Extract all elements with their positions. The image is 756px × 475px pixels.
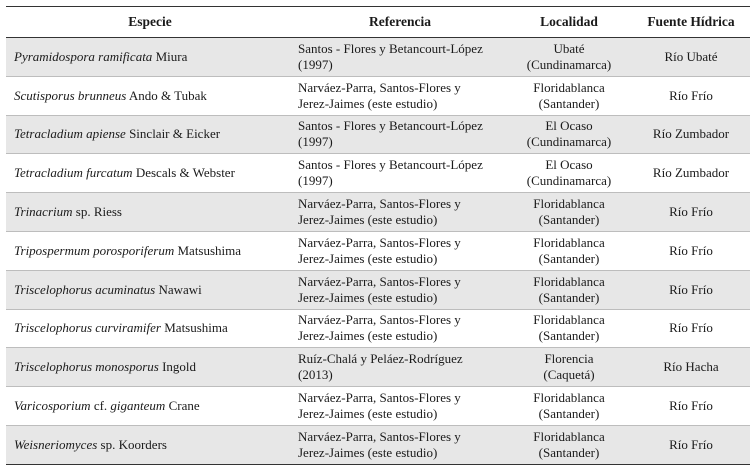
species-name: Triscelophorus curviramifer <box>14 320 161 336</box>
cell-fuente-hidrica: Río Frío <box>669 204 713 220</box>
cell-fuente-hidrica: Río Hacha <box>663 359 719 375</box>
locality-line-2: (Santander) <box>538 212 600 228</box>
cell-especie <box>6 270 294 309</box>
species-author: Matsushima <box>160 320 228 336</box>
cell-fuente-hidrica: Río Frío <box>669 436 713 452</box>
cell-especie <box>6 115 294 154</box>
table-row <box>6 348 750 387</box>
cell-referencia <box>294 115 506 154</box>
table-row <box>6 193 750 232</box>
reference-line-2: Jerez-Jaimes (este estudio) <box>298 328 438 344</box>
species-name: Triscelophorus monosporus <box>14 359 159 375</box>
cell-especie <box>6 193 294 232</box>
reference-line-1: Santos - Flores y Betancourt-López <box>298 40 483 56</box>
header-especie: Especie <box>128 14 172 29</box>
cell-referencia <box>294 425 506 464</box>
cell-localidad <box>506 231 632 270</box>
cell-localidad <box>506 348 632 387</box>
reference-line-2: Jerez-Jaimes (este estudio) <box>298 444 438 460</box>
header-referencia: Referencia <box>369 14 431 29</box>
cell-fuente-hidrica: Río Frío <box>669 242 713 258</box>
cell-referencia <box>294 348 506 387</box>
cell-especie <box>6 348 294 387</box>
locality-line-1: Floridablanca <box>533 79 605 95</box>
species-author: Ingold <box>158 359 197 375</box>
species-author: Nawawi <box>155 281 202 297</box>
reference-line-2: Jerez-Jaimes (este estudio) <box>298 212 438 228</box>
cell-referencia <box>294 231 506 270</box>
species-name: Scutisporus brunneus <box>14 87 127 103</box>
species-author: sp. Riess <box>72 204 122 220</box>
reference-line-2: (1997) <box>298 134 333 150</box>
cell-referencia <box>294 387 506 426</box>
species-name: Weisneriomyces <box>14 436 98 452</box>
cell-localidad <box>506 76 632 115</box>
table-body <box>6 38 750 465</box>
cell-referencia <box>294 270 506 309</box>
table-row <box>6 115 750 154</box>
reference-line-1: Santos - Flores y Betancourt-López <box>298 118 483 134</box>
reference-line-1: Narváez-Parra, Santos-Flores y <box>298 273 461 289</box>
species-author: Miura <box>152 48 188 64</box>
cell-especie <box>6 425 294 464</box>
species-name: Tetracladium apiense <box>14 126 126 142</box>
locality-line-1: Floridablanca <box>533 390 605 406</box>
cell-localidad <box>506 309 632 348</box>
header-localidad: Localidad <box>540 14 598 29</box>
cell-referencia <box>294 309 506 348</box>
cell-localidad <box>506 115 632 154</box>
cell-localidad <box>506 387 632 426</box>
table-row <box>6 154 750 193</box>
cell-localidad <box>506 38 632 77</box>
header-fuente-hidrica: Fuente Hídrica <box>647 14 735 29</box>
reference-line-2: Jerez-Jaimes (este estudio) <box>298 406 438 422</box>
table-row <box>6 425 750 464</box>
species-name: Varicosporium <box>14 398 91 414</box>
reference-line-1: Narváez-Parra, Santos-Flores y <box>298 390 461 406</box>
locality-line-1: Floridablanca <box>533 196 605 212</box>
locality-line-1: Floridablanca <box>533 273 605 289</box>
cell-fuente-hidrica: Río Ubaté <box>664 48 718 64</box>
reference-line-1: Narváez-Parra, Santos-Flores y <box>298 196 461 212</box>
species-name: Trinacrium <box>14 204 73 220</box>
species-epithet: giganteum <box>110 398 166 414</box>
reference-line-1: Santos - Flores y Betancourt-López <box>298 157 483 173</box>
cell-localidad <box>506 270 632 309</box>
species-name: Triscelophorus acuminatus <box>14 281 156 297</box>
locality-line-1: El Ocaso <box>545 118 593 134</box>
locality-line-2: (Santander) <box>538 444 600 460</box>
cell-especie <box>6 231 294 270</box>
cell-fuente-hidrica: Río Frío <box>669 281 713 297</box>
locality-line-1: Floridablanca <box>533 428 605 444</box>
reference-line-1: Narváez-Parra, Santos-Flores y <box>298 79 461 95</box>
locality-line-1: Ubaté <box>553 40 585 56</box>
locality-line-1: Floridablanca <box>533 312 605 328</box>
reference-line-2: Jerez-Jaimes (este estudio) <box>298 289 438 305</box>
cell-localidad <box>506 154 632 193</box>
cell-referencia <box>294 154 506 193</box>
cell-especie <box>6 76 294 115</box>
cell-fuente-hidrica: Río Zumbador <box>652 165 730 181</box>
reference-line-2: Jerez-Jaimes (este estudio) <box>298 250 438 266</box>
locality-line-2: (Santander) <box>538 250 600 266</box>
cell-especie <box>6 309 294 348</box>
locality-line-2: (Cundinamarca) <box>526 56 612 72</box>
cell-referencia <box>294 193 506 232</box>
locality-line-2: (Santander) <box>538 328 600 344</box>
cell-localidad <box>506 425 632 464</box>
species-table-container <box>6 6 750 465</box>
locality-line-1: Floridablanca <box>533 234 605 250</box>
species-author: Matsushima <box>174 242 242 258</box>
reference-line-1: Narváez-Parra, Santos-Flores y <box>298 234 461 250</box>
species-table <box>6 6 750 465</box>
locality-line-1: El Ocaso <box>545 157 593 173</box>
table-row <box>6 76 750 115</box>
cell-especie <box>6 387 294 426</box>
reference-line-1: Ruíz-Chalá y Peláez-Rodríguez <box>298 351 463 367</box>
cell-especie <box>6 38 294 77</box>
locality-line-2: (Santander) <box>538 406 600 422</box>
header-row <box>6 7 750 38</box>
table-row <box>6 38 750 77</box>
reference-line-2: (2013) <box>298 367 333 383</box>
cell-fuente-hidrica: Río Frío <box>669 87 713 103</box>
cell-localidad <box>506 193 632 232</box>
locality-line-2: (Caquetá) <box>543 367 595 383</box>
locality-line-1: Florencia <box>544 351 594 367</box>
reference-line-1: Narváez-Parra, Santos-Flores y <box>298 312 461 328</box>
cell-fuente-hidrica: Río Frío <box>669 320 713 336</box>
species-author: Descals & Webster <box>132 165 235 181</box>
species-name: Tripospermum porosporiferum <box>14 242 175 258</box>
cell-referencia <box>294 76 506 115</box>
reference-line-2: Jerez-Jaimes (este estudio) <box>298 95 438 111</box>
reference-line-2: (1997) <box>298 173 333 189</box>
cell-especie <box>6 154 294 193</box>
table-row <box>6 270 750 309</box>
cell-fuente-hidrica: Río Zumbador <box>652 126 730 142</box>
species-name: Tetracladium furcatum <box>14 165 133 181</box>
species-author: sp. Koorders <box>97 436 167 452</box>
locality-line-2: (Cundinamarca) <box>526 134 612 150</box>
locality-line-2: (Santander) <box>538 289 600 305</box>
cell-referencia <box>294 38 506 77</box>
species-author-2: Crane <box>165 398 200 414</box>
species-author: cf. <box>90 398 111 414</box>
reference-line-1: Narváez-Parra, Santos-Flores y <box>298 428 461 444</box>
table-row <box>6 309 750 348</box>
table-row <box>6 387 750 426</box>
species-name: Pyramidospora ramificata <box>14 48 153 64</box>
reference-line-2: (1997) <box>298 56 333 72</box>
locality-line-2: (Cundinamarca) <box>526 173 612 189</box>
locality-line-2: (Santander) <box>538 95 600 111</box>
species-author: Ando & Tubak <box>126 87 207 103</box>
species-author: Sinclair & Eicker <box>125 126 221 142</box>
cell-fuente-hidrica: Río Frío <box>669 398 713 414</box>
table-header <box>6 7 750 38</box>
table-row <box>6 231 750 270</box>
